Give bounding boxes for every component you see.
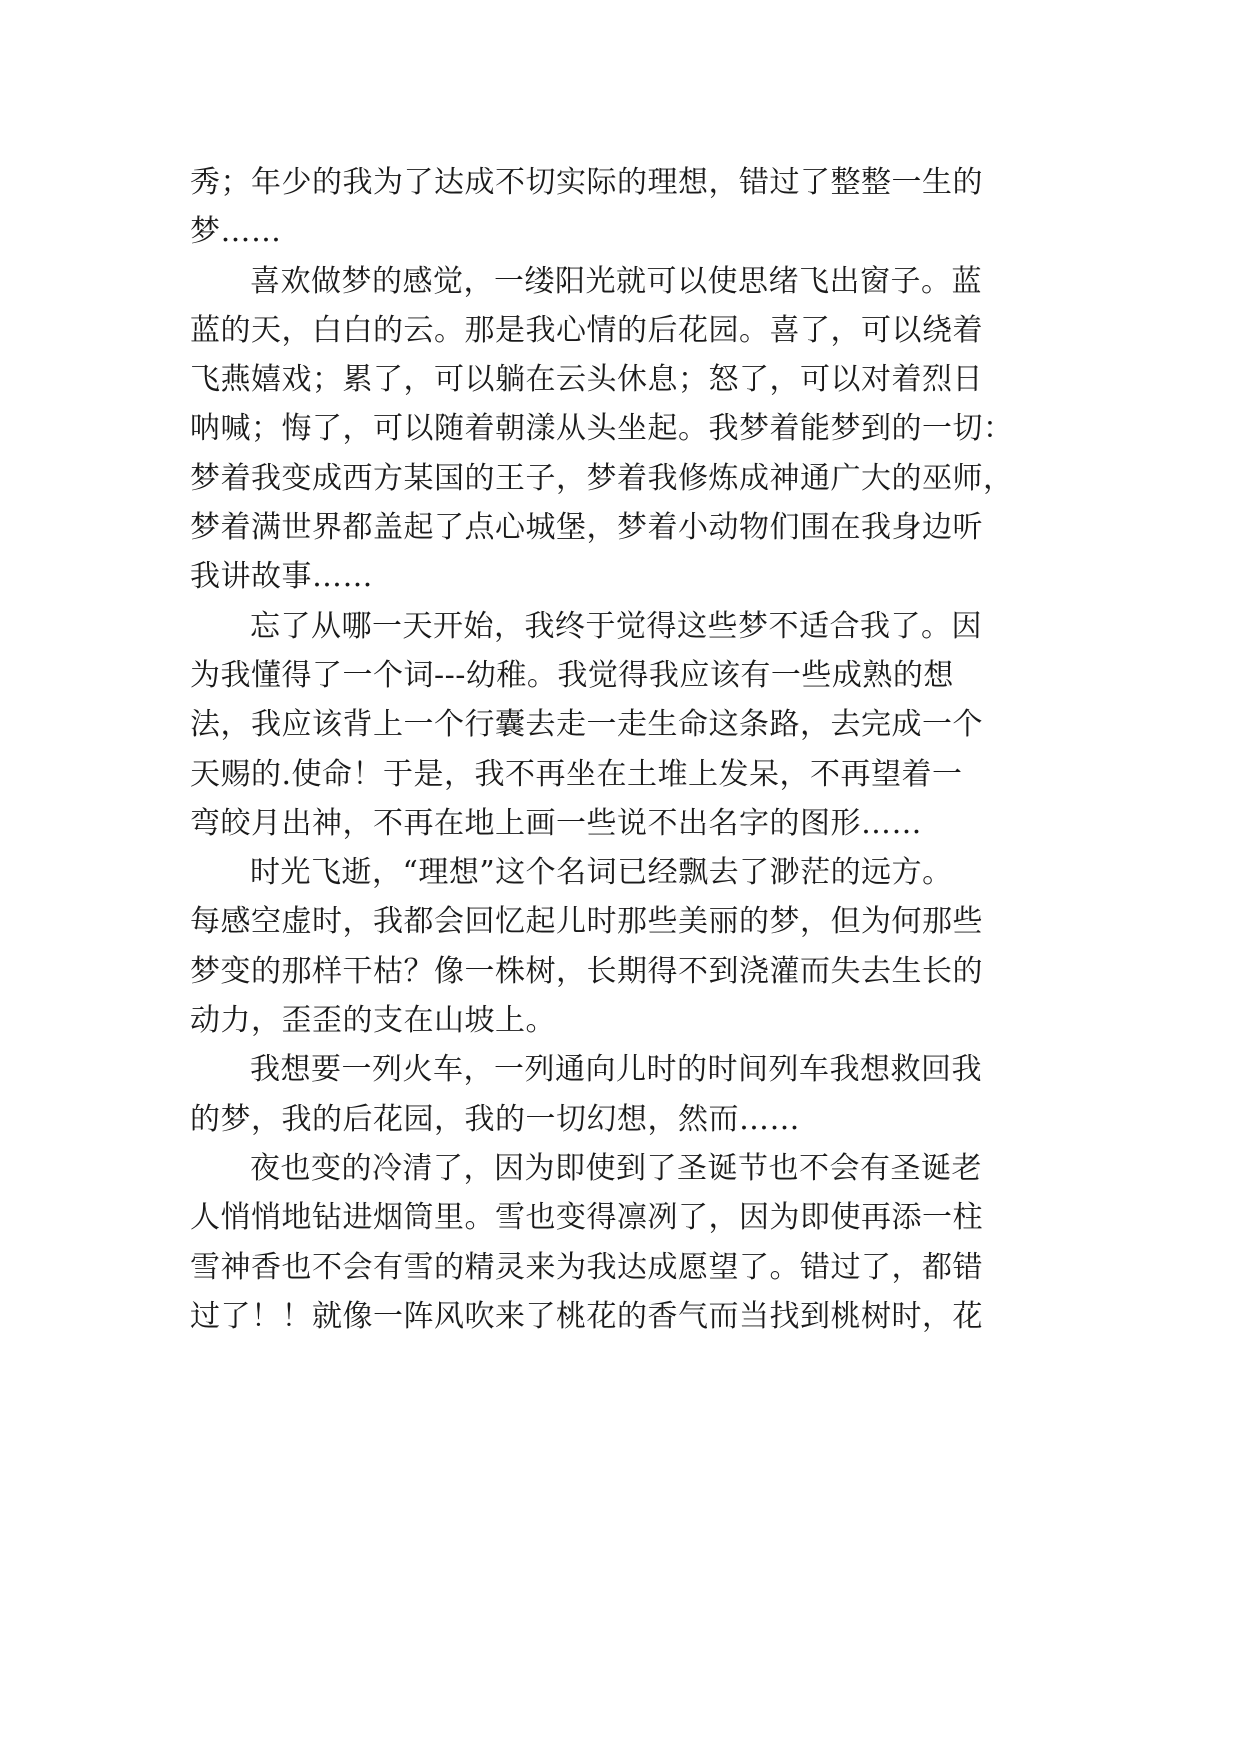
text-line: 梦……: [190, 214, 282, 250]
text-line: 梦着我变成西方某国的王子，梦着我修炼成神通广大的巫师，: [190, 460, 1014, 496]
text-line: 过了！！就像一阵风吹来了桃花的香气而当找到桃树时，花: [190, 1298, 983, 1334]
text-line: 忘了从哪一天开始，我终于觉得这些梦不适合我了。因: [250, 608, 982, 644]
text-line: 雪神香也不会有雪的精灵来为我达成愿望了。错过了，都错: [190, 1249, 983, 1285]
text-line: 我想要一列火车，一列通向儿时的时间列车我想救回我: [250, 1052, 982, 1088]
text-line: 的梦，我的后花园，我的一切幻想，然而……: [190, 1101, 800, 1137]
text-line: 夜也变的冷清了，因为即使到了圣诞节也不会有圣诞老: [250, 1150, 982, 1186]
text-line: 每感空虚时，我都会回忆起儿时那些美丽的梦，但为何那些: [190, 904, 983, 940]
text-line: 蓝的天，白白的云。那是我心情的后花园。喜了，可以绕着: [190, 312, 983, 348]
text-line: 法，我应该背上一个行囊去走一走生命这条路，去完成一个: [190, 707, 983, 743]
text-line: 梦变的那样干枯？像一株树，长期得不到浇灌而失去生长的: [190, 953, 983, 989]
text-line: 动力，歪歪的支在山坡上。: [190, 1003, 556, 1039]
text-line: 喜欢做梦的感觉，一缕阳光就可以使思绪飞出窗子。蓝: [250, 263, 982, 299]
text-line: 秀；年少的我为了达成不切实际的理想，错过了整整一生的: [190, 165, 983, 200]
text-line: 呐喊；悔了，可以随着朝漾从头坐起。我梦着能梦到的一切：: [190, 411, 1014, 447]
text-line: 梦着满世界都盖起了点心城堡，梦着小动物们围在我身边听: [190, 510, 983, 546]
essay-body: [190, 158, 1054, 1341]
text-line: 人悄悄地钻进烟筒里。雪也变得凛冽了，因为即使再添一柱: [190, 1200, 983, 1236]
text-line: 为我懂得了一个词---幼稚。我觉得我应该有一些成熟的想: [190, 657, 954, 693]
text-line: 飞燕嬉戏；累了，可以躺在云头休息；怒了，可以对着烈日: [190, 362, 983, 398]
text-line: 时光飞逝，“理想”这个名词已经飘去了渺茫的远方。: [250, 855, 953, 891]
text-line: 弯皎月出神，不再在地上画一些说不出名字的图形……: [190, 805, 922, 841]
text-line: 我讲故事……: [190, 559, 373, 595]
text-line: 天赐的.使命！于是，我不再坐在土堆上发呆，不再望着一: [190, 756, 963, 792]
